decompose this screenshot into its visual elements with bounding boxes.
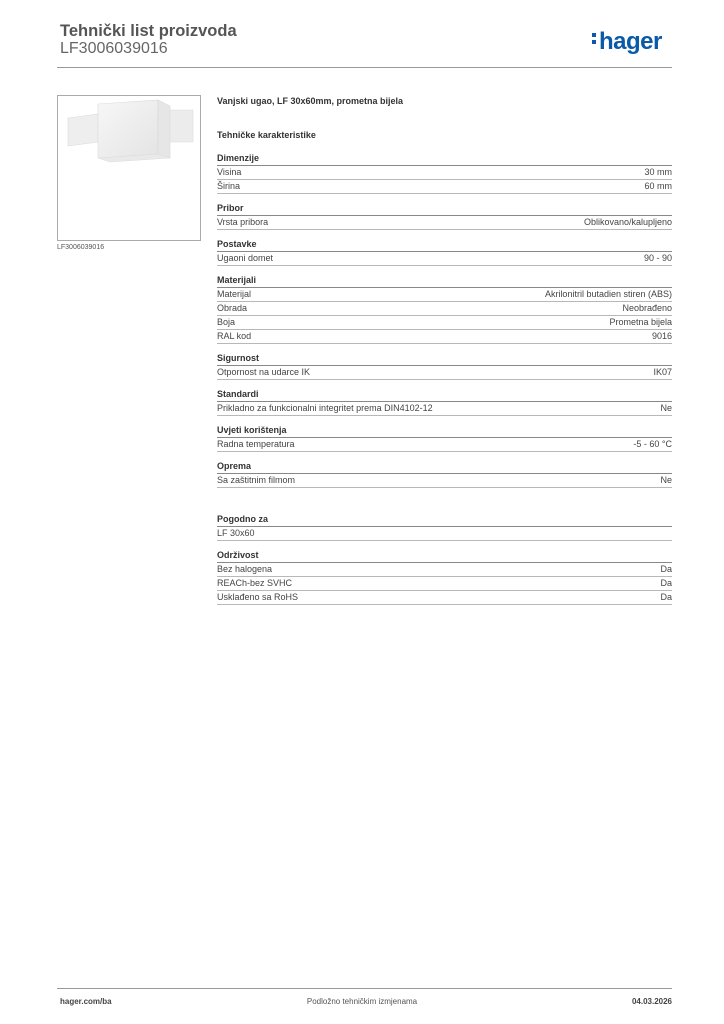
- spec-label: Radna temperatura: [217, 439, 295, 449]
- spec-row: [217, 180, 672, 194]
- spec-groups: [217, 153, 672, 488]
- logo-dots-icon: [592, 30, 597, 47]
- corner-piece-icon: [58, 96, 200, 240]
- hager-logo: [592, 28, 662, 56]
- specifications: [217, 96, 672, 614]
- spec-value: 90 - 90: [643, 253, 672, 263]
- spec-label: Bez halogena: [217, 564, 273, 574]
- spec-label: Širina: [217, 181, 241, 191]
- spec-label: LF 30x60: [217, 528, 255, 538]
- logo-text: hager: [599, 28, 662, 55]
- spec-group: [217, 550, 672, 605]
- page-title: Tehnički list proizvoda: [60, 22, 237, 40]
- spec-label: Visina: [217, 167, 242, 177]
- footer-date: 04.03.2026: [631, 997, 672, 1006]
- footer-divider: [57, 988, 672, 989]
- spec-row: [217, 330, 672, 344]
- spec-group: [217, 389, 672, 416]
- spec-group: [217, 153, 672, 194]
- spec-group-heading: Pogodno za: [217, 514, 672, 527]
- spec-group-heading: Održivost: [217, 550, 672, 563]
- spec-row: [217, 474, 672, 488]
- spec-value: Oblikovano/kalupljeno: [583, 217, 672, 227]
- footer-website: hager.com/ba: [60, 997, 112, 1006]
- spec-group: [217, 425, 672, 452]
- spec-row: [217, 577, 672, 591]
- spec-value: Da: [660, 578, 672, 588]
- spec-group: [217, 461, 672, 488]
- spec-label: Obrada: [217, 303, 248, 313]
- spec-group-heading: Dimenzije: [217, 153, 672, 166]
- spec-label: Usklađeno sa RoHS: [217, 592, 299, 602]
- spec-value: Ne: [660, 403, 672, 413]
- spec-row: [217, 591, 672, 605]
- spec-group: [217, 239, 672, 266]
- product-image: [57, 95, 201, 241]
- spec-value: Akrilonitril butadien stiren (ABS): [544, 289, 672, 299]
- spec-row: [217, 527, 672, 541]
- spec-value: IK07: [653, 367, 672, 377]
- spec-group-heading: Postavke: [217, 239, 672, 252]
- spec-label: Ugaoni domet: [217, 253, 274, 263]
- spec-label: REACh-bez SVHC: [217, 578, 293, 588]
- spec-label: RAL kod: [217, 331, 252, 341]
- spec-value: -5 - 60 °C: [633, 439, 672, 449]
- spec-label: Sa zaštitnim filmom: [217, 475, 296, 485]
- spec-row: [217, 166, 672, 180]
- product-title: Vanjski ugao, LF 30x60mm, prometna bijela: [217, 96, 404, 106]
- spec-value: Ne: [660, 475, 672, 485]
- header-divider: [57, 67, 672, 68]
- spec-group: [217, 353, 672, 380]
- spec-group-heading: Oprema: [217, 461, 672, 474]
- spec-group: [217, 514, 672, 541]
- spec-row: [217, 366, 672, 380]
- extra-groups: [217, 514, 672, 605]
- spec-group: [217, 203, 672, 230]
- spec-value: Prometna bijela: [609, 317, 672, 327]
- spec-label: Materijal: [217, 289, 252, 299]
- spec-value: 9016: [651, 331, 672, 341]
- spec-label: Boja: [217, 317, 236, 327]
- spec-group-heading: Materijali: [217, 275, 672, 288]
- spec-row: [217, 288, 672, 302]
- spec-row: [217, 302, 672, 316]
- spec-row: [217, 438, 672, 452]
- spec-group-heading: Standardi: [217, 389, 672, 402]
- footer-note: Podložno tehničkim izmjenama: [306, 997, 418, 1006]
- spec-row: [217, 252, 672, 266]
- spec-group: [217, 275, 672, 344]
- spacer: [217, 497, 672, 514]
- spec-value: Da: [660, 564, 672, 574]
- spec-label: Otpornost na udarce IK: [217, 367, 311, 377]
- spec-value: 30 mm: [644, 167, 672, 177]
- tech-heading: Tehničke karakteristike: [217, 130, 316, 140]
- spec-label: Vrsta pribora: [217, 217, 269, 227]
- image-caption: LF3006039016: [57, 244, 105, 251]
- spec-value: 60 mm: [644, 181, 672, 191]
- spec-row: [217, 402, 672, 416]
- spec-group-heading: Pribor: [217, 203, 672, 216]
- spec-row: [217, 563, 672, 577]
- spec-group-heading: Sigurnost: [217, 353, 672, 366]
- spec-label: Prikladno za funkcionalni integritet prema DIN4102-12: [217, 403, 433, 413]
- spec-value: Da: [660, 592, 672, 602]
- spec-group-heading: Uvjeti korištenja: [217, 425, 672, 438]
- product-code: LF3006039016: [60, 40, 168, 57]
- spec-value: Neobrađeno: [622, 303, 672, 313]
- spec-row: [217, 316, 672, 330]
- spec-row: [217, 216, 672, 230]
